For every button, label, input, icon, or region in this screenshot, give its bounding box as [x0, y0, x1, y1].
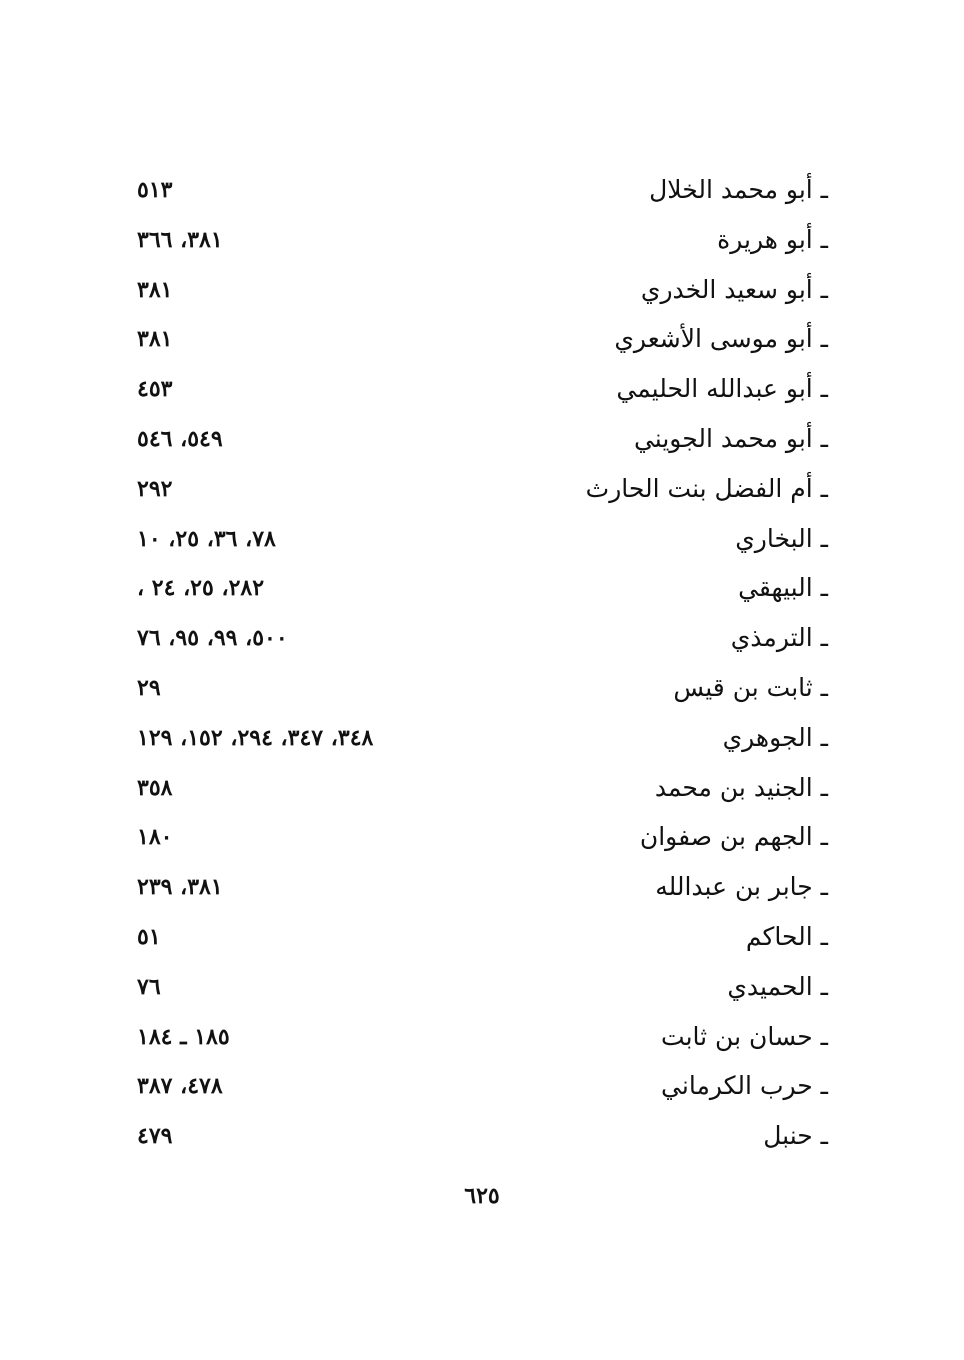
page-number: ٦٢٥	[464, 1183, 500, 1209]
index-entry	[0, 315, 964, 365]
entry-pages: ٤٧٩	[137, 1123, 173, 1150]
entry-pages: ٧٨، ٣٦، ٢٥، ١٠	[137, 525, 276, 552]
entry-name: ـ الجوهري	[722, 722, 828, 752]
entry-name: ـ حرب الكرماني	[661, 1071, 828, 1101]
entry-name: ـ الجنيد بن محمد	[654, 772, 828, 802]
index-entry	[0, 266, 964, 316]
entry-pages: ٥١	[137, 923, 161, 950]
entry-name: ـ البيهقي	[738, 573, 828, 603]
entry-name: ـ حسان بن ثابت	[661, 1021, 828, 1051]
entry-name: ـ الجهم بن صفوان	[639, 822, 828, 852]
entry-name: ـ أم الفضل بنت الحارث	[585, 473, 828, 503]
entry-name: ـ جابر بن عبدالله	[655, 872, 828, 902]
entry-pages: ٤٥٣	[137, 376, 173, 403]
entry-pages: ٣٨١	[137, 276, 173, 303]
index-entry	[0, 365, 964, 415]
entry-name: ـ أبو محمد الجويني	[633, 423, 828, 453]
entry-name: ـ أبو سعيد الخدري	[640, 274, 828, 304]
index-entry	[0, 1062, 964, 1112]
entry-name: ـ البخاري	[735, 523, 828, 553]
index-entry	[0, 415, 964, 465]
index-entry	[0, 216, 964, 266]
entry-name: ـ الحاكم	[745, 921, 828, 951]
entry-name: ـ الترمذي	[730, 623, 828, 653]
entry-pages: ١٨٠	[137, 824, 173, 851]
index-entry	[0, 614, 964, 664]
index-entry	[0, 764, 964, 814]
entry-pages: ٥١٣	[137, 177, 173, 203]
index-entry	[0, 1112, 964, 1162]
index-entry	[0, 913, 964, 963]
index-entry	[0, 664, 964, 714]
entry-pages: ، ٢٨٢، ٢٥، ٢٤	[137, 575, 265, 602]
entry-pages: ٥٠٠، ٩٩، ٩٥، ٧٦	[137, 625, 288, 652]
index-entry	[0, 465, 964, 515]
entry-pages: ٣٨١، ٣٦٦	[137, 226, 223, 253]
index-entry	[0, 166, 964, 216]
entry-name: ـ أبو محمد الخلال	[649, 175, 828, 204]
index-entry	[0, 963, 964, 1013]
entry-pages: ٧٦	[137, 973, 161, 1000]
entry-name: ـ ثابت بن قيس	[673, 672, 828, 702]
entry-pages: ٣٤٨، ٣٤٧، ٢٩٤، ١٥٢، ١٢٩	[137, 724, 374, 751]
entry-name: ـ أبو عبدالله الحليمي	[616, 374, 828, 404]
entry-pages: ٥٤٩، ٥٤٦	[137, 425, 223, 452]
index-entry	[0, 1013, 964, 1063]
entry-pages: ٣٨١	[137, 326, 173, 353]
entry-name: ـ أبو هريرة	[717, 224, 828, 254]
index-entry	[0, 564, 964, 614]
entry-pages: ٣٨١، ٢٣٩	[137, 874, 223, 901]
entry-name: ـ حنبل	[763, 1121, 828, 1151]
entry-pages: ٤٧٨، ٣٨٧	[137, 1073, 223, 1100]
index-entry	[0, 813, 964, 863]
index-list	[0, 166, 964, 1162]
index-entry	[0, 863, 964, 913]
entry-name: ـ الحميدي	[727, 971, 828, 1001]
entry-pages: ٢٩٢	[137, 475, 173, 502]
entry-pages: ٢٩	[137, 674, 161, 701]
entry-pages: ١٨٥ ـ ١٨٤	[137, 1023, 230, 1050]
index-entry	[0, 515, 964, 565]
index-entry	[0, 714, 964, 764]
entry-pages: ٣٥٨	[137, 774, 173, 801]
entry-name: ـ أبو موسى الأشعري	[614, 324, 828, 354]
